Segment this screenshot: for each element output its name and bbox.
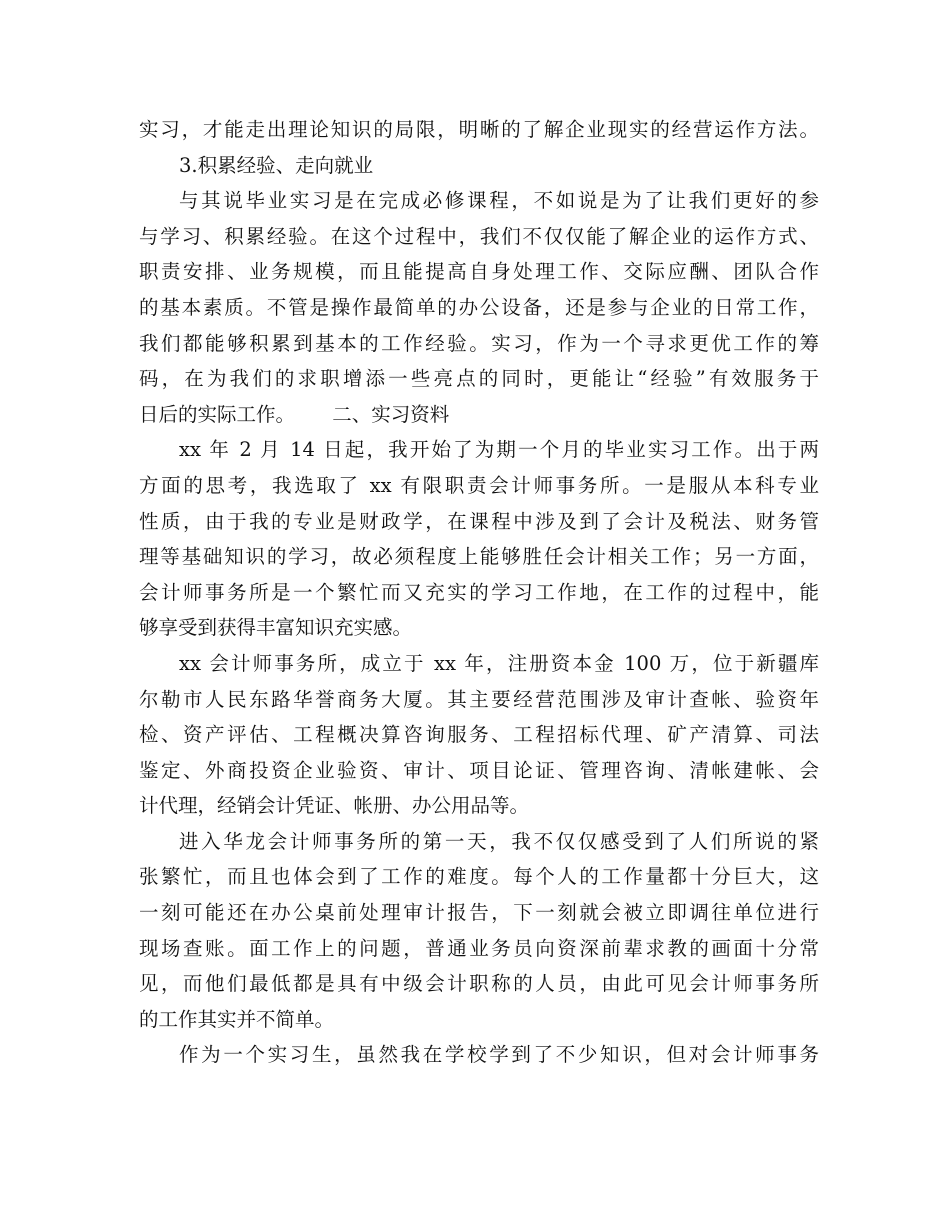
text-line: 张繁忙，而且也体会到了工作的难度。每个人的工作量都十分巨大，这 xyxy=(139,865,819,889)
text-line: 与学习、积累经验。在这个过程中，我们不仅仅能了解企业的运作方式、 xyxy=(139,224,819,248)
text-line: 会计师事务所是一个繁忙而又充实的学习工作地，在工作的过程中，能 xyxy=(139,580,819,604)
text-line: 现场查账。面工作上的问题，普通业务员向资深前辈求教的画面十分常 xyxy=(139,936,819,960)
text-line: 与其说毕业实习是在完成必修课程，不如说是为了让我们更好的参 xyxy=(179,189,819,213)
text-line: 一刻可能还在办公桌前处理审计报告，下一刻就会被立即调往单位进行 xyxy=(139,901,819,925)
text-line: 我们都能够积累到基本的工作经验。实习，作为一个寻求更优工作的筹 xyxy=(139,331,819,355)
text-line: 见，而他们最低都是具有中级会计职称的人员，由此可见会计师事务所 xyxy=(139,972,819,996)
text-line: 进入华龙会计师事务所的第一天，我不仅仅感受到了人们所说的紧 xyxy=(179,829,819,853)
text-line: 方面的思考，我选取了 xx 有限职责会计师事务所。一是服从本科专业 xyxy=(139,473,819,497)
text-line: 实习，才能走出理论知识的局限，明晰的了解企业现实的经营运作方法。 xyxy=(139,118,819,141)
section-heading: 3.积累经验、走向就业 xyxy=(179,153,374,177)
text-line: 性质，由于我的专业是财政学，在课程中涉及到了会计及税法、财务管 xyxy=(139,509,819,533)
text-line: 鉴定、外商投资企业验资、审计、项目论证、管理咨询、清帐建帐、会 xyxy=(139,758,819,782)
text-line: xx 会计师事务所，成立于 xx 年，注册资本金 100 万，位于新疆库 xyxy=(179,651,819,675)
text-line: 理等基础知识的学习，故必须程度上能够胜任会计相关工作；另一方面， xyxy=(139,545,819,569)
text-line: 的工作其实并不简单。 xyxy=(139,1007,335,1031)
text-line: 职责安排、业务规模，而且能提高自身处理工作、交际应酬、团队合作 xyxy=(139,260,819,284)
text-line: 尔勒市人民东路华誉商务大厦。其主要经营范围涉及审计查帐、验资年 xyxy=(139,687,819,711)
text-line: 检、资产评估、工程概决算咨询服务、工程招标代理、矿产清算、司法 xyxy=(139,723,819,747)
text-line: 作为一个实习生，虽然我在学校学到了不少知识，但对会计师事务 xyxy=(179,1043,819,1067)
text-line-with-heading: 日后的实际工作。 二、实习资料 xyxy=(139,402,450,426)
text-line: 计代理，经销会计凭证、帐册、办公用品等。 xyxy=(139,794,530,818)
text-line: xx 年 2 月 14 日起，我开始了为期一个月的毕业实习工作。出于两 xyxy=(179,438,819,462)
body-text xyxy=(139,112,819,1073)
text-line: 码，在为我们的求职增添一些亮点的同时，更能让“经验”有效服务于 xyxy=(139,367,819,391)
text-line: 够享受到获得丰富知识充实感。 xyxy=(139,616,413,640)
text-line: 的基本素质。不管是操作最简单的办公设备，还是参与企业的日常工作， xyxy=(139,295,819,319)
